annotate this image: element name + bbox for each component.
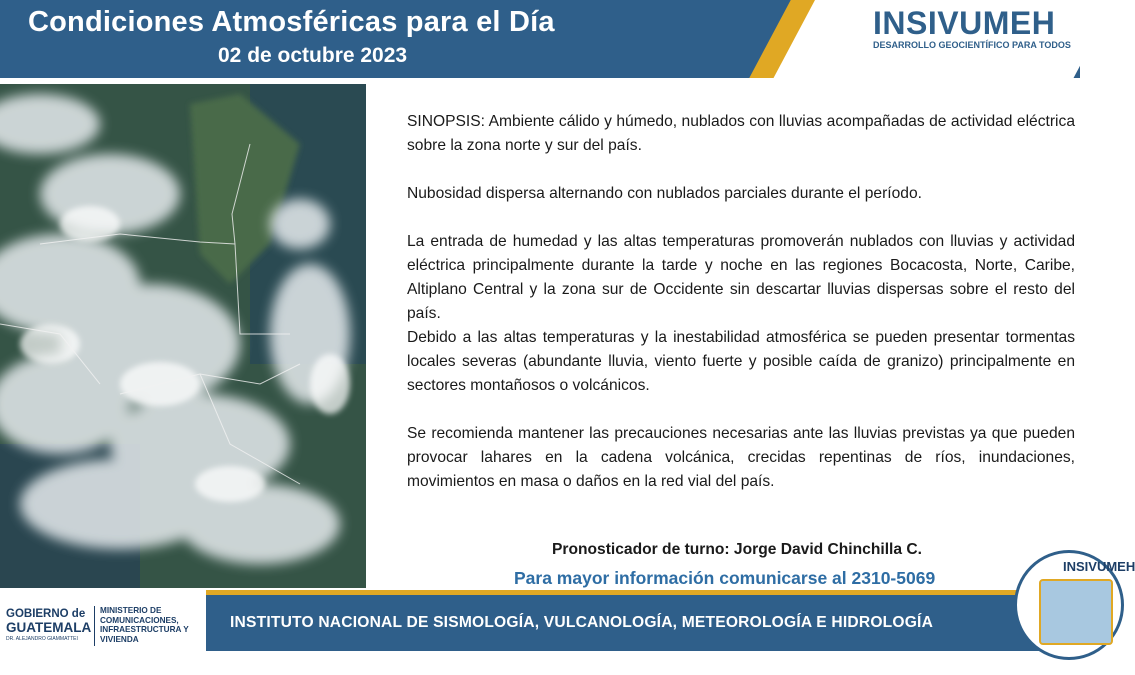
report-date: 02 de octubre 2023 bbox=[218, 44, 408, 67]
satellite-cloud-map bbox=[0, 84, 366, 588]
contact-phone: Para mayor información comunicarse al 2310-5069 bbox=[514, 568, 936, 588]
synopsis-paragraph: SINOPSIS: Ambiente cálido y húmedo, nublados con lluvias acompañadas de actividad eléctrica sobre la zona norte y sur del país. bbox=[407, 113, 1075, 154]
recommendation-paragraph: Se recomienda mantener las precauciones necesarias ante las lluvias previstas ya que pueden provocar lahares en la cadena volcánica, crecidas repentinas de ríos, inundaciones, movimientos en masa o daños en la red vial del país. bbox=[407, 425, 1075, 490]
brand-logo: INSIVUMEH bbox=[873, 5, 1056, 41]
brand-tagline: DESARROLLO GEOCIENTÍFICO PARA TODOS bbox=[873, 40, 1071, 50]
satellite-image bbox=[0, 84, 366, 588]
institute-name: INSTITUTO NACIONAL DE SISMOLOGÍA, VULCANOLOGÍA, METEOROLOGÍA E HIDROLOGÍA bbox=[230, 614, 934, 631]
ministry-name: MINISTERIO DE COMUNICACIONES, INFRAESTRUCTURA Y VIVIENDA bbox=[100, 606, 189, 644]
seal-emblem bbox=[1039, 579, 1113, 645]
page-title: Condiciones Atmosféricas para el Día bbox=[28, 6, 555, 38]
cloudiness-paragraph: Nubosidad dispersa alternando con nublados parciales durante el período. bbox=[407, 185, 922, 202]
seal-label: INSIVUMEH bbox=[1063, 559, 1135, 574]
humidity-paragraph: La entrada de humedad y las altas temperaturas promoverán nublados con lluvias y actividad eléctrica principalmente durante la tarde y noche en las regiones Bocacosta, Norte, Caribe, Altiplano Central y la zona sur de Occidente sin descartar lluvias dispersas sobre el resto del país. bbox=[407, 233, 1075, 322]
header-banner bbox=[0, 0, 1080, 78]
insivumeh-seal-icon bbox=[1014, 550, 1135, 660]
gov-subtitle: DR. ALEJANDRO GIAMMATTEI bbox=[6, 636, 78, 642]
forecast-text bbox=[407, 110, 1075, 494]
government-logo bbox=[6, 606, 202, 648]
logo-divider bbox=[94, 606, 95, 646]
gov-name-line1: GOBIERNO de bbox=[6, 608, 86, 620]
gov-name-line2: GUATEMALA bbox=[6, 620, 92, 635]
forecaster-name: Pronosticador de turno: Jorge David Chinchilla C. bbox=[552, 541, 922, 558]
storms-paragraph: Debido a las altas temperaturas y la inestabilidad atmosférica se pueden presentar tormentas locales severas (abundante lluvia, viento fuerte y posible caída de granizo) principalmente en sectores montañosos o volcánicos. bbox=[407, 329, 1075, 394]
